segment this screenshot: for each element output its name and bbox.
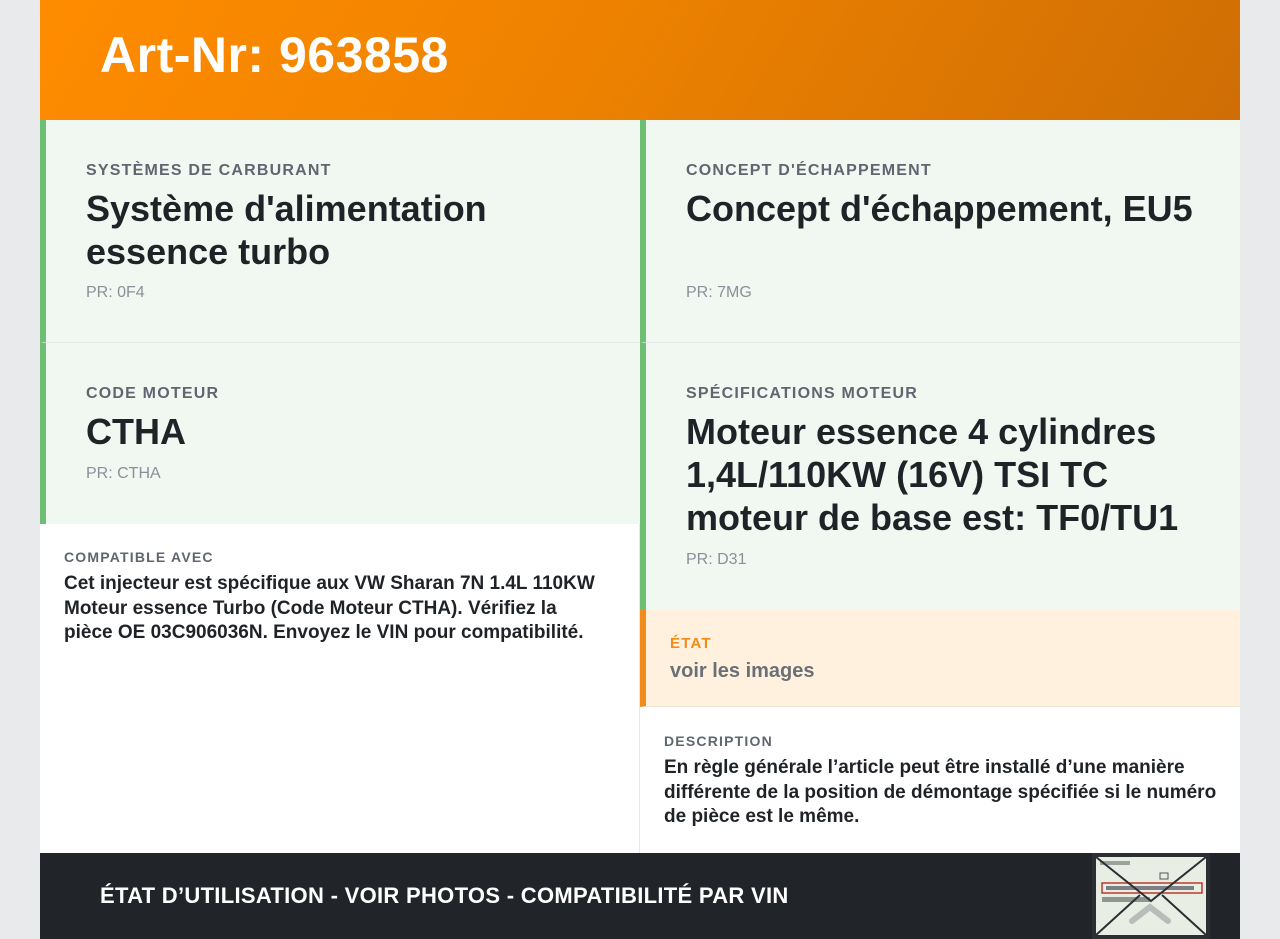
- engine-code-label: CODE MOTEUR: [86, 385, 220, 402]
- fuel-system-pr-code: PR: 0F4: [86, 284, 145, 301]
- compatibility-text: Cet injecteur est spécifique aux VW Sharan 7N 1.4L 110KW Moteur essence Turbo (Code Moteur CTHA). Vérifiez la pièce OE 03C906036N. Envoyez le VIN pour compatibilité.: [64, 573, 595, 643]
- header-banner: [40, 0, 1240, 120]
- engine-code-card: [40, 343, 640, 524]
- fuel-system-card: [40, 120, 640, 343]
- exhaust-value: Concept d'échappement, EU5: [686, 188, 1193, 229]
- article-page: [40, 0, 1240, 939]
- compatibility-label: COMPATIBLE AVEC: [64, 549, 214, 565]
- description-section: [640, 708, 1240, 853]
- exhaust-pr-code: PR: 7MG: [686, 284, 752, 301]
- footer-text: ÉTAT D’UTILISATION - VOIR PHOTOS - COMPATIBILITÉ PAR VIN: [100, 883, 789, 908]
- description-label: DESCRIPTION: [664, 733, 773, 749]
- fuel-system-value: Système d'alimentation essence turbo: [86, 188, 487, 272]
- state-card: [640, 610, 1240, 707]
- vin-document-thumbnail[interactable]: [1092, 853, 1210, 939]
- engine-spec-value: Moteur essence 4 cylindres 1,4L/110KW (16V) TSI TC moteur de base est: TF0/TU1: [686, 411, 1179, 538]
- fuel-system-label: SYSTÈMES DE CARBURANT: [86, 162, 332, 179]
- engine-code-pr-code: PR: CTHA: [86, 465, 161, 482]
- exhaust-card: [640, 120, 1240, 343]
- state-value: voir les images: [670, 660, 815, 682]
- envelope-icon: [1094, 855, 1208, 937]
- footer-bar: [40, 853, 1240, 939]
- exhaust-label: CONCEPT D'ÉCHAPPEMENT: [686, 162, 932, 179]
- engine-spec-pr-code: PR: D31: [686, 551, 747, 568]
- engine-code-value: CTHA: [86, 411, 186, 452]
- description-text: En règle générale l’article peut être installé d’une manière différente de la position de démontage spécifiée si le numéro de pièce est le même.: [664, 757, 1217, 827]
- state-label: ÉTAT: [670, 635, 712, 652]
- compatibility-section: [40, 524, 640, 853]
- engine-spec-label: SPÉCIFICATIONS MOTEUR: [686, 385, 919, 402]
- engine-spec-card: [640, 343, 1240, 610]
- article-number-title: Art-Nr: 963858: [100, 27, 449, 83]
